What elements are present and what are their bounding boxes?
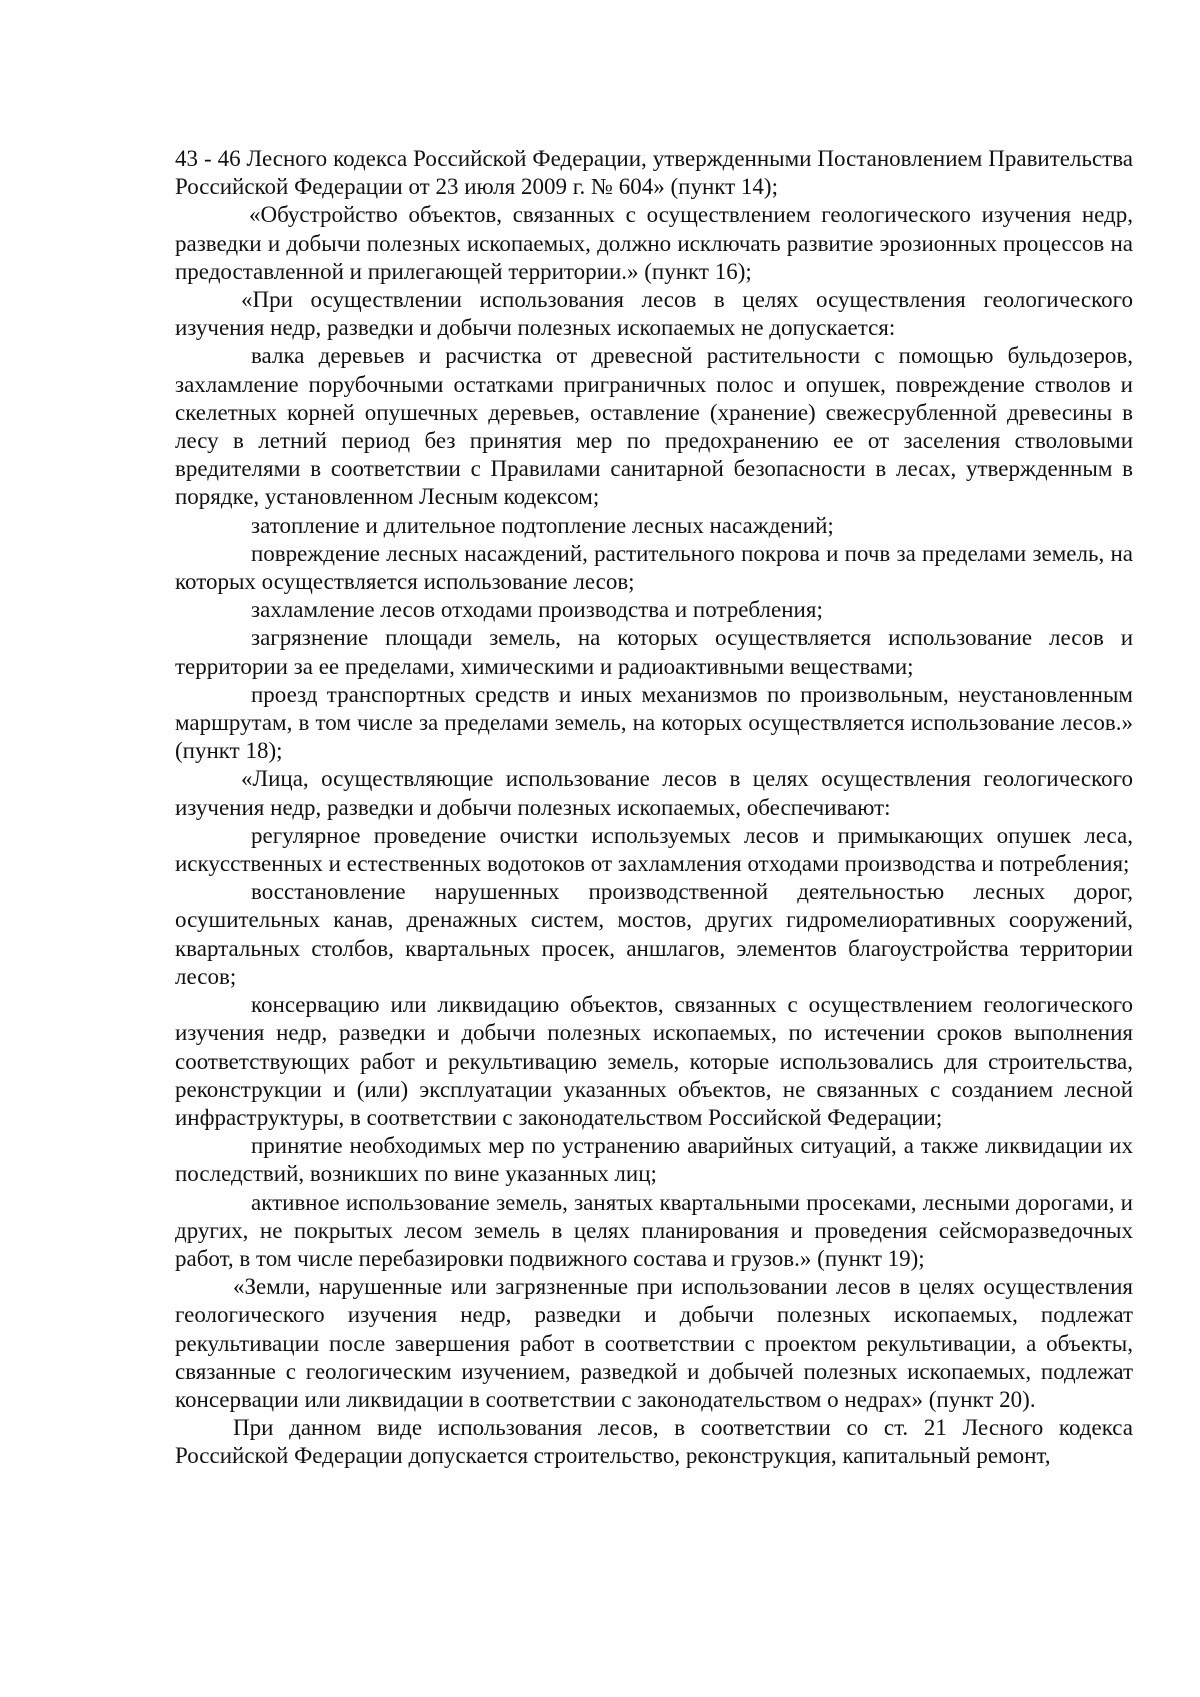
list-item: активное использование земель, занятых квартальными просеками, лесными дорогами, и других, не покрытых лесом земель в целях планирования и проведения сейсморазведочных работ, в том числе перебазировки подвижного состава и грузов.» (пункт 19); [175, 1189, 1133, 1271]
list-item: проезд транспортных средств и иных механизмов по произвольным, неустановленным маршрутам, в том числе за пределами земель, на которых осуществляется использование лесов.» (пункт 18); [175, 681, 1133, 764]
paragraph-article-21: При данном виде использования лесов, в соответствии со ст. 21 Лесного кодекса Российской Федерации допускается строительство, реконструкция, капитальный ремонт, [175, 1415, 1133, 1469]
paragraph-continuation: 43 - 46 Лесного кодекса Российской Федерации, утвержденными Постановлением Правительства Российской Федерации от 23 июля 2009 г. № 604» (пункт 14); [175, 146, 1133, 200]
list-item: загрязнение площади земель, на которых осуществляется использование лесов и территории за ее пределами, химическими и радиоактивными веществами; [175, 625, 1133, 679]
list-item: затопление и длительное подтопление лесных насаждений; [251, 512, 834, 538]
quote-paragraph-20: «Земли, нарушенные или загрязненные при использовании лесов в целях осуществления геологического изучения недр, разведки и добычи полезных ископаемых, подлежат рекультивации после завершения работ в соответствии с проектом рекультивации, а объекты, связанные с геологическим изучением, разведкой и добычей полезных ископаемых, подлежат консервации или ликвидации в соответствии с законодательством о недрах» (пункт 20). [175, 1274, 1133, 1412]
quote-paragraph-19-intro: «Лица, осуществляющие использование лесов в целях осуществления геологического изучения недр, разведки и добычи полезных ископаемых, обеспечивают: [175, 766, 1133, 820]
list-item: захламление лесов отходами производства и потребления; [251, 597, 823, 623]
list-item: валка деревьев и расчистка от древесной растительности с помощью бульдозеров, захламление порубочными остатками приграничных полос и опушек, повреждение стволов и скелетных корней опушечных деревьев, оставление (хранение) свежесрубленной древесины в лесу в летний период без принятия мер по предохранению ее от заселения стволовыми вредителями в соответствии с Правилами санитарной безопасности в лесах, утвержденным в порядке, установленном Лесным кодексом; [175, 343, 1133, 510]
list-item: повреждение лесных насаждений, растительного покрова и почв за пределами земель, на которых осуществляется использование лесов; [175, 540, 1133, 595]
list-item: регулярное проведение очистки используемых лесов и примыкающих опушек леса, искусственных и естественных водотоков от захламления отходами производства и потребления; [175, 822, 1133, 877]
list-item: консервацию или ликвидацию объектов, связанных с осуществлением геологического изучения недр, разведки и добычи полезных ископаемых, по истечении сроков выполнения соответствующих работ и рекультивацию земель, которые использовались для строительства, реконструкции и (или) эксплуатации указанных объектов, не связанных с созданием лесной инфраструктуры, в соответствии с законодательством Российской Федерации; [175, 992, 1133, 1130]
quote-paragraph-18-intro: «При осуществлении использования лесов в целях осуществления геологического изучения недр, разведки и добычи полезных ископаемых не допускается: [175, 287, 1133, 341]
list-item: восстановление нарушенных производственной деятельностью лесных дорог, осушительных канав, дренажных систем, мостов, других гидромелиоративных сооружений, квартальных столбов, квартальных просек, аншлагов, элементов благоустройства территории лесов; [175, 879, 1133, 989]
list-item: принятие необходимых мер по устранению аварийных ситуаций, а также ликвидации их последствий, возникших по вине указанных лиц; [175, 1133, 1133, 1187]
document-body [175, 145, 1133, 1471]
quote-paragraph-16: «Обустройство объектов, связанных с осуществлением геологического изучения недр, разведки и добычи полезных ископаемых, должно исключать развитие эрозионных процессов на предоставленной и прилегающей территории.» (пункт 16); [175, 202, 1133, 284]
